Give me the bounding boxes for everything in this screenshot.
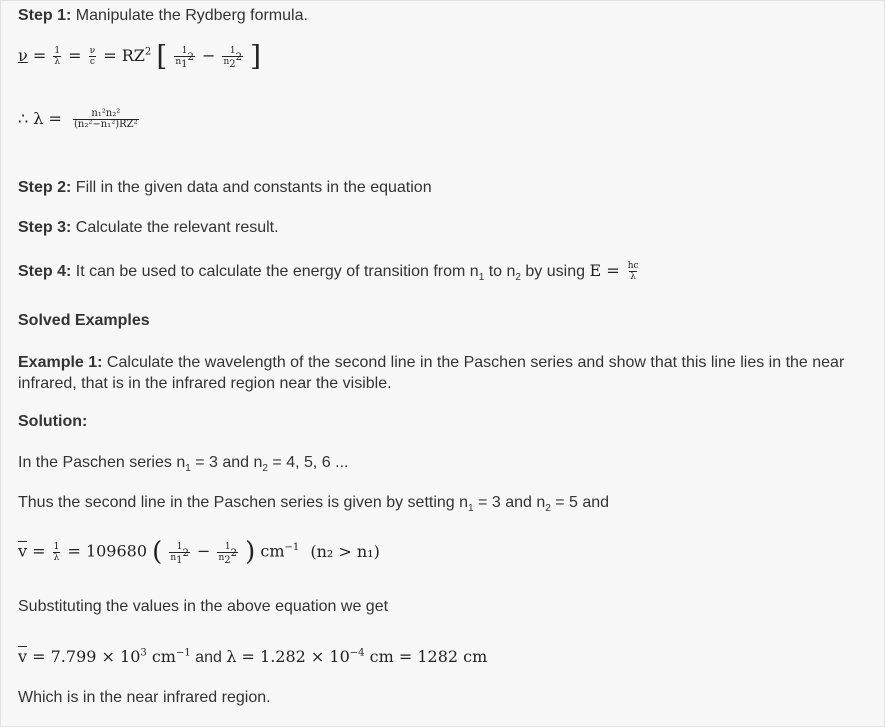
conclusion-text: Which is in the near infrared region. (18, 689, 271, 706)
wavelength-equation: ∴ λ = $\frac{\text{n₁²n₂²}}{\text{(n₂²−n₁²)RZ²}}$ (18, 108, 138, 130)
second-line-text: Thus the second line in the Paschen series is given by setting $n_1 = 3$ and $n_2 = 5$ and (18, 494, 610, 515)
step-4-label: Step 4: (18, 263, 72, 280)
paschen-series-text: In the Paschen series $n_1 = 3$ and $n_2 = 4$, 5, 6 ... (18, 454, 349, 475)
step-3-label: Step 3: (18, 219, 72, 236)
example-1 (18, 352, 878, 394)
step-3 (18, 219, 279, 237)
eq1-frac-2: $\frac{\nu}{c}$ (89, 46, 96, 67)
step-1 (18, 7, 308, 25)
example-1-label: Example 1: (18, 354, 103, 371)
result-equation: $\overline{v} = 7.799 \times 10^3$ $cm^{-1}$ and $\lambda = 1.282 \times 10^{-4}$ cm = 1282 cm (18, 647, 488, 666)
step-2 (18, 179, 432, 197)
step-1-label: Step 1: (18, 7, 72, 24)
step-4: Step 4: It can be used to calculate the energy of transition from $n_1$ to $n_2$ by using E = $\frac{hc}{\lambda}$ (18, 261, 642, 282)
eq2-frac: $\frac{\text{n₁²n₂²}}{\text{(n₂²−n₁²)RZ²}}$ (74, 108, 138, 130)
eq1-frac-3: $\frac{1}{n_1^2}$ (175, 46, 194, 70)
step-2-label: Step 2: (18, 179, 72, 196)
eq1-nu: ν (18, 46, 28, 65)
eq1-frac-4: $\frac{1}{n_2^2}$ (223, 46, 243, 70)
energy-equation: E = $\frac{hc}{\lambda}$ (589, 261, 639, 282)
step-3-text: Calculate the relevant result. (71, 219, 279, 236)
step-2-text: Fill in the given data and constants in the equation (71, 179, 432, 196)
substituting-text: Substituting the values in the above equation we get (18, 598, 389, 615)
wavenumber-equation: $\overline{v}$ = $\frac{1}{\lambda}$ = 109680 ( $\frac{1}{n_1^2}$ − $\frac{1}{n_2^2}$ ) $cm^{-1}$ (n₂ > n₁) (18, 537, 380, 567)
solution-heading: Solution: (18, 413, 88, 430)
example-1-text: Calculate the wavelength of the second line in the Paschen series and show that this line lies in the near infrared, that is in the infrared region near the visible. (18, 354, 845, 392)
solved-examples-heading: Solved Examples (18, 312, 150, 329)
step-1-text: Manipulate the Rydberg formula. (71, 7, 308, 24)
rydberg-equation: ν = $\frac{1}{\lambda}$ = $\frac{\nu}{c}$ = $RZ^2$ [ $\frac{1}{n_1^2}$ − $\frac{1}{n_2^2}$ ] (18, 39, 262, 73)
eq1-frac-1: $\frac{1}{\lambda}$ (54, 46, 61, 67)
